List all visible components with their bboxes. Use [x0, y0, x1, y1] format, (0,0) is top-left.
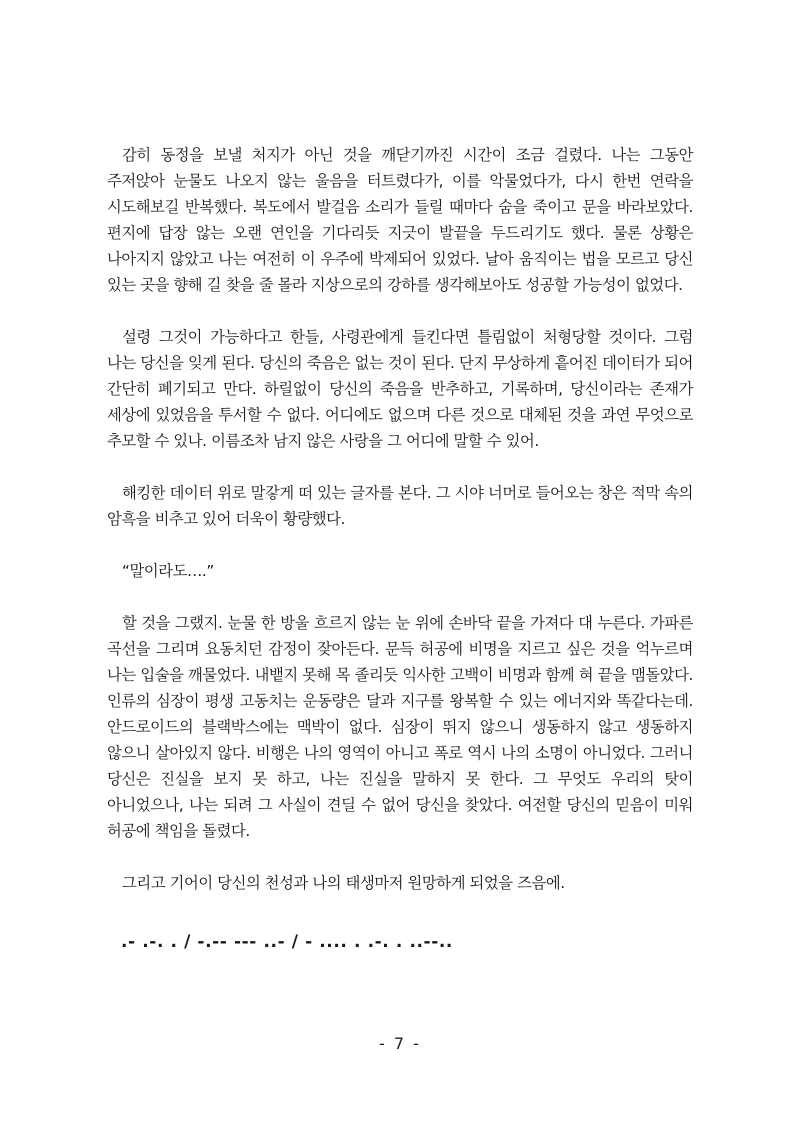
- morse-code-line: .- .-. . / -.-- --- ..- / - .... . .-. . ..--..: [121, 932, 453, 952]
- paragraph: 해킹한 데이터 위로 말갛게 떠 있는 글자를 본다. 그 시야 너머로 들어오는 창은 적막 속의 암흑을 비추고 있어 더욱이 황량했다.: [107, 484, 693, 528]
- page-number: - 7 -: [379, 1034, 421, 1053]
- paragraph: 그리고 기어이 당신의 천성과 나의 태생마저 원망하게 되었을 즈음에.: [122, 874, 565, 892]
- paragraph: 감히 동정을 보낼 처지가 아닌 것을 깨닫기까진 시간이 조금 걸렸다. 나는 그동안 주저앉아 눈물도 나오지 않는 울음을 터트렸다가, 이를 악물었다가, 다시 한번 연락을 시도해보길 반복했다. 복도에서 발걸음 소리가 들릴 때마다 숨을 죽이고 문을 바라보았다. 편지에 답장 않는 오랜 연인을 기다리듯 지긋이 발끝을 두드리기도 했다. 물론 상황은 나아지지 않았고 나는 여전히 이 우주에 박제되어 있었다. 날아 움직이는 법을 모르고 당신 있는 곳을 향해 길 찾을 줄 몰라 지상으로의 강하를 생각해보아도 성공할 가능성이 없었다.: [107, 146, 693, 294]
- paragraph: 설령 그것이 가능하다고 한들, 사령관에게 들킨다면 틀림없이 처형당할 것이다. 그럼 나는 당신을 잊게 된다. 당신의 죽음은 없는 것이 된다. 단지 무상하게 흩어진 데이터가 되어 간단히 폐기되고 만다. 하릴없이 당신의 죽음을 반추하고, 기록하며, 당신이라는 존재가 세상에 있었음을 투서할 수 없다. 어디에도 없으며 다른 것으로 대체된 것을 과연 무엇으로 추모할 수 있나. 이름조차 남지 않은 사랑을 그 어디에 말할 수 있어.: [107, 328, 693, 450]
- dialogue-line: “말이라도….”: [122, 562, 214, 580]
- body-text: [107, 142, 693, 922]
- paragraph: 할 것을 그랬지. 눈물 한 방울 흐르지 않는 눈 위에 손바닥 끝을 가져다 대 누른다. 가파른 곡선을 그리며 요동치던 감정이 잦아든다. 문득 허공에 비명을 지르고 싶은 것을 억누르며 나는 입술을 깨물었다. 내뱉지 못해 목 졸리듯 익사한 고백이 비명과 함께 혀 끝을 맴돌았다. 인류의 심장이 평생 고동치는 운동량은 달과 지구를 왕복할 수 있는 에너지와 똑같다는데. 안드로이드의 블랙박스에는 맥박이 없다. 심장이 뛰지 않으니 생동하지 않고 생동하지 않으니 살아있지 않다. 비행은 나의 영역이 아니고 폭로 역시 나의 소명이 아니었다. 그러니 당신은 진실을 보지 못 하고, 나는 진실을 말하지 못 한다. 그 무엇도 우리의 탓이 아니었으나, 나는 되려 그 사실이 견딜 수 없어 당신을 찾았다. 여전할 당신의 믿음이 미워 허공에 책임을 돌렸다.: [107, 614, 693, 840]
